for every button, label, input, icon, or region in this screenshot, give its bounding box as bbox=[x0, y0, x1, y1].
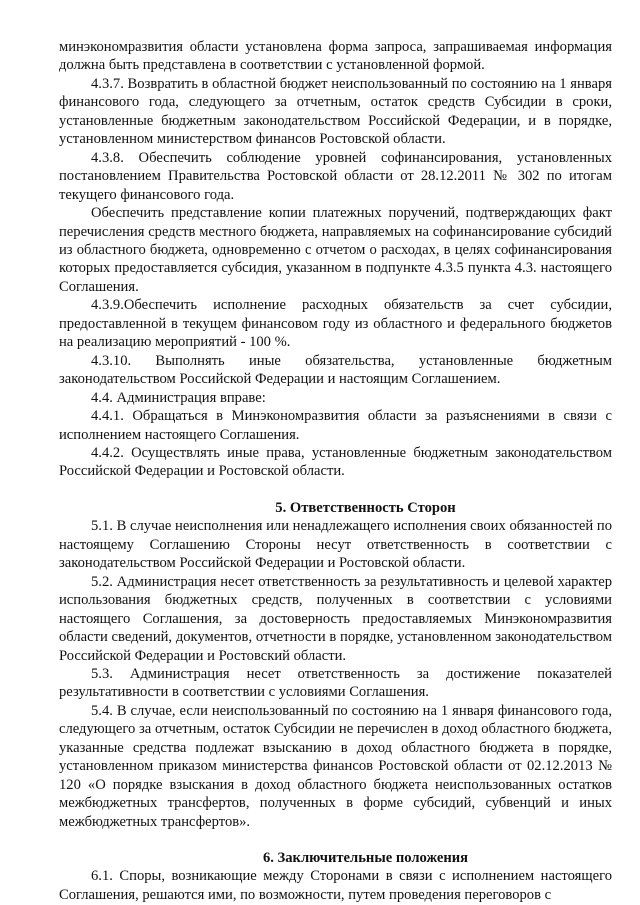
paragraph-4-4-2: 4.4.2. Осуществлять иные права, установленные бюджетным законодательством Российской Федерации и Ростовской области. bbox=[59, 444, 612, 480]
spacer bbox=[59, 481, 612, 499]
spacer bbox=[59, 831, 612, 849]
paragraph-5-3: 5.3. Администрация несет ответственность за достижение показателей результативности в соответствии с условиями Соглашения. bbox=[59, 665, 612, 701]
paragraph-4-3-8: 4.3.8. Обеспечить соблюдение уровней софинансирования, установленных постановлением Правительства Ростовской области от 28.12.2011 № 302 по итогам текущего финансового года. bbox=[59, 149, 612, 203]
paragraph-4-3-7: 4.3.7. Возвратить в областной бюджет неиспользованный по состоянию на 1 января финансового года, следующего за отчетным, остаток средств Субсидии в сроки, установленные бюджетным законодательством Российской Федерации, и в порядке, установленном министерством финансов Ростовской области. bbox=[59, 75, 612, 148]
paragraph-copies: Обеспечить представление копии платежных поручений, подтверждающих факт перечисления средств местного бюджета, направляемых на софинансирование субсидий из областного бюджета, одновременно с отчетом о расходах, в целях софинансирования которых предоставляется субсидия, указанном в подпункте 4.3.5 пункта 4.3. настоящего Соглашения. bbox=[59, 205, 612, 295]
paragraph-4-4: 4.4. Администрация вправе: bbox=[91, 389, 266, 406]
section-5-title: 5. Ответственность Сторон bbox=[275, 499, 456, 516]
paragraph-4-3-10: 4.3.10. Выполнять иные обязательства, установленные бюджетным законодательством Российской Федерации и настоящим Соглашением. bbox=[59, 352, 612, 388]
paragraph-6-1: 6.1. Споры, возникающие между Сторонами в связи с исполнением настоящего Соглашения, решаются ими, по возможности, путем проведения переговоров с bbox=[59, 868, 612, 903]
section-6-title: 6. Заключительные положения bbox=[262, 850, 469, 867]
paragraph-5-2: 5.2. Администрация несет ответственность за результативность и целевой характер использования бюджетных средств, полученных в соответствии с условиями настоящего Соглашения, за достоверность предоставляемых Минэкономразвития области сведений, документов, отчетности в порядке, установленном законодательством Российской Федерации и Ростовский области. bbox=[59, 573, 612, 664]
paragraph-4-4-1: 4.4.1. Обращаться в Минэкономразвития области за разъяснениями в связи с исполнением настоящего Соглашения. bbox=[59, 408, 612, 443]
paragraph-5-1: 5.1. В случае неисполнения или ненадлежащего исполнения своих обязанностей по настоящему Соглашению Стороны несут ответственность в соответствии с законодательством Российской Федерации и Ростовской области. bbox=[59, 518, 612, 572]
intro-paragraph: минэкономразвития области установлена форма запроса, запрашиваемая информация должна быть представлена в соответствии с установленной формой. bbox=[59, 39, 612, 74]
document-page bbox=[59, 38, 612, 904]
paragraph-5-4: 5.4. В случае, если неиспользованный по состоянию на 1 января финансового года, следующего за отчетным, остаток Субсидии не перечислен в доход областного бюджета, указанные средства подлежат взысканию в доход областного бюджета в порядке, установленном приказом министерства финансов Ростовской области от 02.12.2013 № 120 «О порядке взыскания в доход областного бюджета неиспользованных остатков межбюджетных трансфертов, полученных в форме субсидий, субвенций и иных межбюджетных трансфертов». bbox=[59, 702, 612, 830]
paragraph-4-3-9: 4.3.9.Обеспечить исполнение расходных обязательств за счет субсидии, предоставленной в текущем финансовом году из областного и федерального бюджетов на реализацию мероприятий - 100 %. bbox=[59, 297, 612, 351]
